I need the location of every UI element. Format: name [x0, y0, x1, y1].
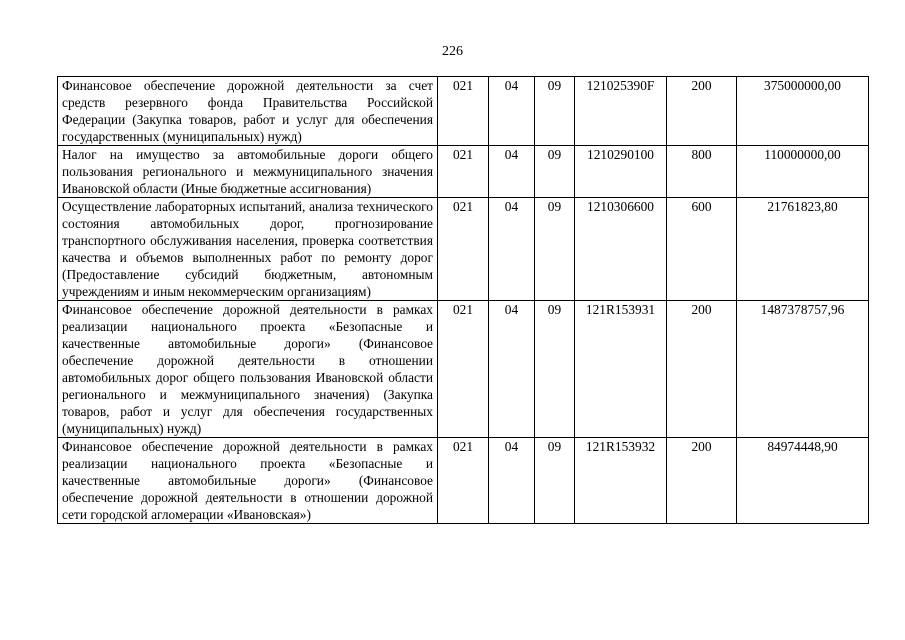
row-description: Финансовое обеспечение дорожной деятельности в рамках реализации национального проекта «Безопасные и качественные автомобильные дороги» (Финансовое обеспечение дорожной деятельности в отношении дорожной сети городской агломерации «Ивановская»): [58, 438, 438, 524]
row-description: Финансовое обеспечение дорожной деятельности в рамках реализации национального проекта «Безопасные и качественные автомобильные дороги» (Финансовое обеспечение дорожной деятельности в отношении автомобильных дорог общего пользования Ивановской области регионального и межмуниципального значения) (Закупка товаров, работ и услуг для обеспечения государственных (муниципальных) нужд): [58, 301, 438, 438]
amount: 21761823,80: [737, 198, 869, 301]
amount: 375000000,00: [737, 77, 869, 146]
section-code: 04: [489, 198, 535, 301]
subsection-code: 09: [535, 438, 575, 524]
row-description: Налог на имущество за автомобильные дороги общего пользования регионального и межмуниципального значения Ивановской области (Иные бюджетные ассигнования): [58, 146, 438, 198]
table-row: [58, 77, 869, 146]
subsection-code: 09: [535, 77, 575, 146]
target-article-code: 121025390F: [575, 77, 667, 146]
target-article-code: 121R153931: [575, 301, 667, 438]
expense-type-code: 200: [667, 77, 737, 146]
ministry-code: 021: [438, 438, 489, 524]
expense-type-code: 200: [667, 301, 737, 438]
target-article-code: 1210306600: [575, 198, 667, 301]
table-row: [58, 438, 869, 524]
table-row: [58, 301, 869, 438]
section-code: 04: [489, 301, 535, 438]
table-row: [58, 146, 869, 198]
row-description: Осуществление лабораторных испытаний, анализа технического состояния автомобильных дорог, прогнозирование транспортного обслуживания населения, проверка соответствия качества и объемов выполненных работ по ремонту дорог (Предоставление субсидий бюджетным, автономным учреждениям и иным некоммерческим организациям): [58, 198, 438, 301]
table-row: [58, 198, 869, 301]
budget-table: [57, 76, 869, 524]
subsection-code: 09: [535, 146, 575, 198]
ministry-code: 021: [438, 198, 489, 301]
expense-type-code: 600: [667, 198, 737, 301]
expense-type-code: 200: [667, 438, 737, 524]
subsection-code: 09: [535, 301, 575, 438]
ministry-code: 021: [438, 301, 489, 438]
section-code: 04: [489, 438, 535, 524]
expense-type-code: 800: [667, 146, 737, 198]
section-code: 04: [489, 146, 535, 198]
section-code: 04: [489, 77, 535, 146]
ministry-code: 021: [438, 146, 489, 198]
target-article-code: 121R153932: [575, 438, 667, 524]
amount: 1487378757,96: [737, 301, 869, 438]
subsection-code: 09: [535, 198, 575, 301]
amount: 110000000,00: [737, 146, 869, 198]
ministry-code: 021: [438, 77, 489, 146]
row-description: Финансовое обеспечение дорожной деятельности за счет средств резервного фонда Правительства Российской Федерации (Закупка товаров, работ и услуг для обеспечения государственных (муниципальных) нужд): [58, 77, 438, 146]
target-article-code: 1210290100: [575, 146, 667, 198]
amount: 84974448,90: [737, 438, 869, 524]
page-number: 226: [442, 44, 463, 59]
